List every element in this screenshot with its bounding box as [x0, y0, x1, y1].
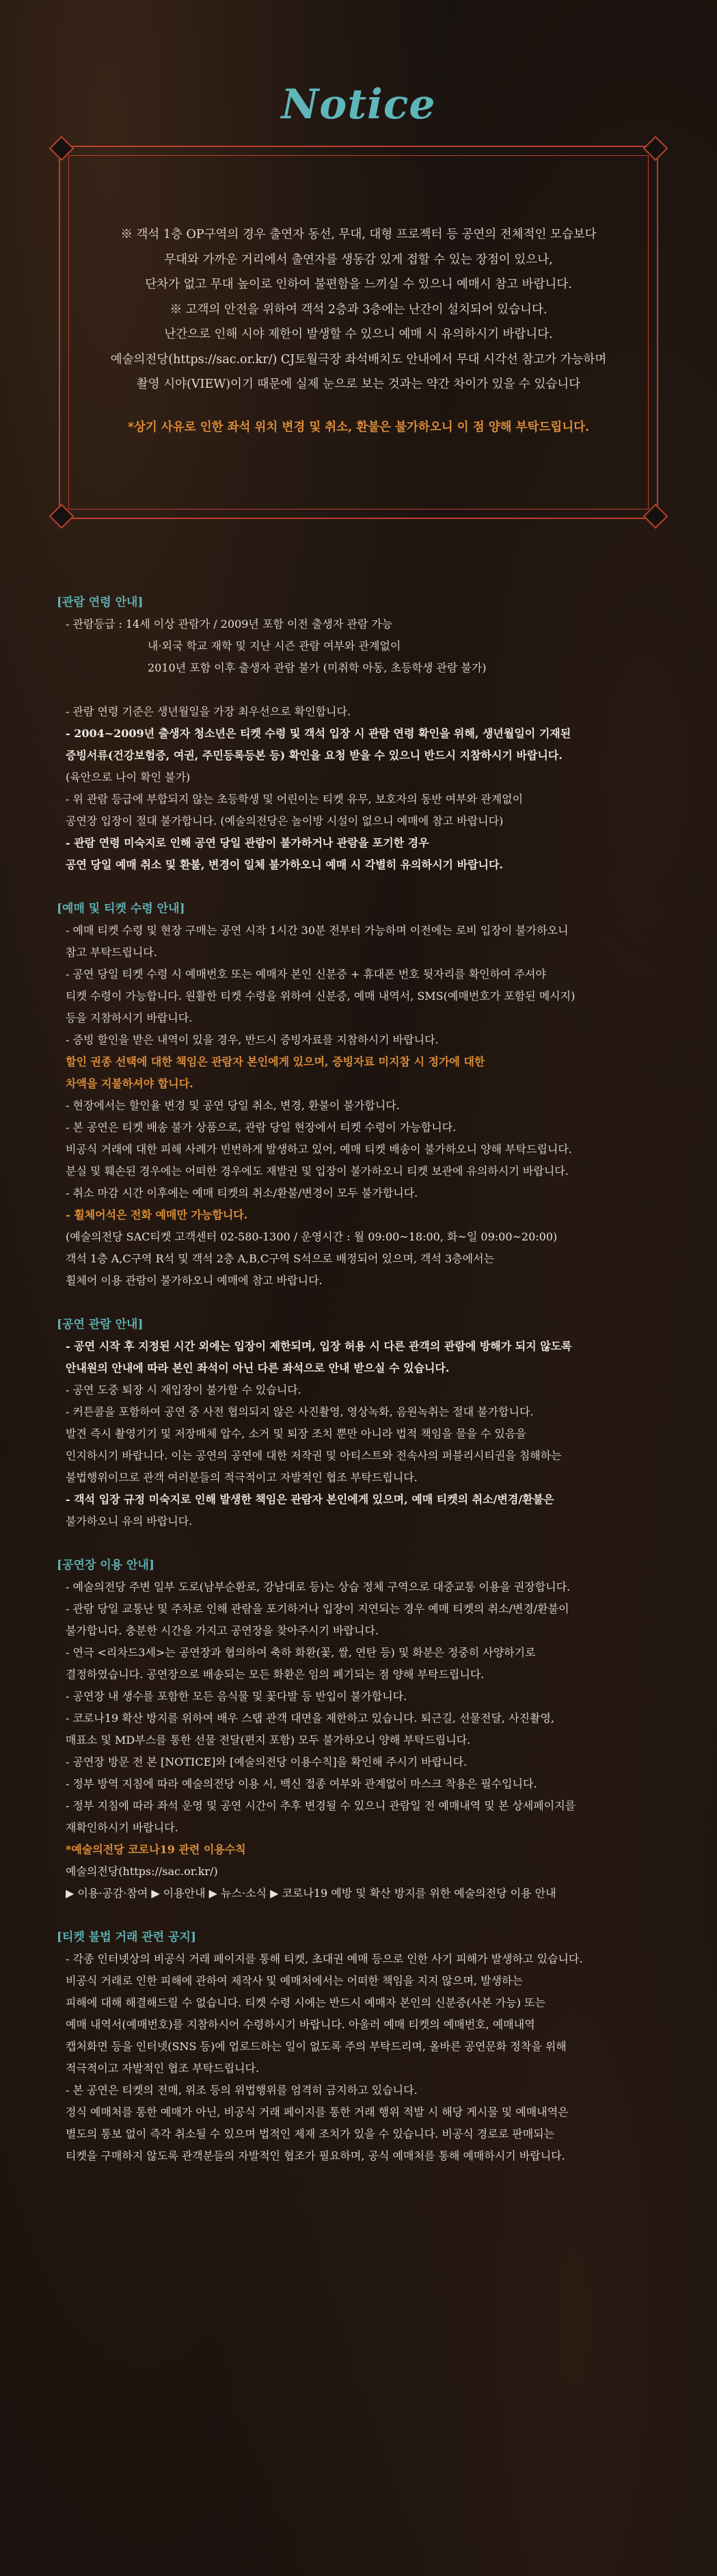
section-title: [예매 및 티켓 수령 안내] [57, 902, 185, 916]
section-line: - 관람 연령 기준은 생년월일을 가장 최우선으로 확인합니다. [66, 705, 351, 718]
section-line: 휠체어 이용 관람이 불가하오니 예매에 참고 바랍니다. [66, 1274, 323, 1287]
section-line: 캡처화면 등을 인터넷(SNS 등)에 업로드하는 일이 없도록 주의 부탁드리며, 올바른 공연문화 정착을 위해 [66, 2040, 567, 2053]
notice-line: ※ 객석 1층 OP구역의 경우 출연자 동선, 무대, 대형 프로젝터 등 공연의 전체적인 모습보다 [120, 228, 597, 241]
notice-warning: *상기 사유로 인한 좌석 위치 변경 및 취소, 환불은 불가하오니 이 점 양해 부탁드립니다. [127, 420, 590, 434]
section-line: - 공연 도중 퇴장 시 재입장이 불가할 수 있습니다. [66, 1383, 301, 1396]
section-line: - 현장에서는 할인율 변경 및 공연 당일 취소, 변경, 환불이 불가합니다. [66, 1099, 400, 1112]
notice-line: 난간으로 인해 시야 제한이 발생할 수 있으니 예매 시 유의하시기 바랍니다. [164, 328, 553, 341]
section-line: 공연장 입장이 절대 불가합니다. (예술의전당은 놀이방 시설이 없으니 예매에 참고 바랍니다) [66, 814, 504, 827]
section-line: - 휠체어석은 전화 예매만 가능합니다. [66, 1208, 248, 1221]
section-title: [공연장 이용 안내] [57, 1558, 154, 1572]
section-line: - 취소 마감 시간 이후에는 예매 티켓의 취소/환불/변경이 모두 불가합니다. [66, 1186, 418, 1199]
section-line: (육안으로 나이 확인 불가) [66, 771, 191, 784]
section-line: - 예매 티켓 수령 및 현장 구매는 공연 시작 1시간 30분 전부터 가능하며 이전에는 로비 입장이 불가하오니 [66, 924, 569, 937]
section-line: 참고 부탁드립니다. [66, 946, 157, 959]
section-line: 발견 즉시 촬영기기 및 저장매체 압수, 소거 및 퇴장 조치 뿐만 아니라 법적 책임을 물을 수 있음을 [66, 1427, 526, 1440]
section-line: - 본 공연은 티켓 배송 불가 상품으로, 관람 당일 현장에서 티켓 수령이 가능합니다. [66, 1121, 457, 1134]
section-line: - 본 공연은 티켓의 전매, 위조 등의 위법행위를 엄격히 금지하고 있습니다. [66, 2084, 418, 2097]
notice-line: 예술의전당(https://sac.or.kr/) CJ토월극장 좌석배치도 안내에서 무대 시각선 참고가 가능하며 [110, 352, 607, 367]
section-line: - 공연장 방문 전 본 [NOTICE]와 [예술의전당 이용수칙]을 확인해 주시기 바랍니다. [66, 1755, 468, 1768]
section-line: 비공식 거래로 인한 피해에 관하여 제작사 및 예매처에서는 어떠한 책임을 지지 않으며, 발생하는 [66, 1974, 523, 1987]
section-line: - 2004~2009년 출생자 청소년은 티켓 수령 및 객석 입장 시 관람 연령 확인을 위해, 생년월일이 기재된 [66, 727, 571, 740]
section-spacer [57, 1904, 665, 1926]
section-line: - 연극 <리차드3세>는 공연장과 협의하여 축하 화환(꽃, 쌀, 연탄 등) 및 화분은 정중히 사양하기로 [66, 1646, 536, 1659]
section-line: - 예술의전당 주변 일부 도로(남부순환로, 강남대로 등)는 상습 정체 구역으로 대중교통 이용을 권장합니다. [66, 1580, 571, 1593]
seat-notice [82, 222, 635, 440]
section-line: 적극적이고 자발적인 협조 부탁드립니다. [66, 2062, 260, 2075]
section-line: 비공식 거래에 대한 피해 사례가 빈번하게 발생하고 있어, 예매 티켓 배송이 불가하오니 양해 부탁드립니다. [66, 1143, 572, 1156]
section-spacer [57, 1532, 665, 1554]
notice-sections [57, 592, 665, 2167]
section-line: - 정부 방역 지침에 따라 예술의전당 이용 시, 백신 접종 여부와 관계없이 마스크 착용은 필수입니다. [66, 1777, 537, 1790]
section-line: - 코로나19 확산 방지를 위하여 배우 스탭 관객 대면을 제한하고 있습니다. 퇴근길, 선물전달, 사진촬영, [66, 1712, 555, 1725]
section-title: [관람 연령 안내] [57, 596, 144, 609]
section-line: 공연 당일 예매 취소 및 환불, 변경이 일체 불가하오니 예매 시 각별히 유의하시기 바랍니다. [66, 858, 503, 871]
section-line: 불가합니다. 충분한 시간을 가지고 공연장을 찾아주시기 바랍니다. [66, 1624, 379, 1637]
section-line: - 공연장 내 생수를 포함한 모든 음식물 및 꽃다발 등 반입이 불가합니다. [66, 1690, 407, 1703]
section-title: [공연 관람 안내] [57, 1318, 144, 1331]
section-line: 인지하시기 바랍니다. 이는 공연의 공연에 대한 저작권 및 아티스트와 전속사의 퍼블리시티권을 침해하는 [66, 1449, 562, 1462]
section-line: 할인 권종 선택에 대한 책임은 관람자 본인에게 있으며, 증빙자료 미지참 시 정가에 대한 [66, 1055, 485, 1068]
section-line: 매표소 및 MD부스를 통한 선물 전달(편지 포함) 모두 불가하오니 양해 부탁드립니다. [66, 1734, 471, 1747]
section-line: 증빙서류(건강보험증, 여권, 주민등록등본 등) 확인을 요청 받을 수 있으니 반드시 지참하시기 바랍니다. [66, 749, 563, 762]
section-line: - 증빙 할인을 받은 내역이 있을 경우, 반드시 증빙자료를 지참하시기 바랍니다. [66, 1033, 439, 1046]
section-line: 예술의전당(https://sac.or.kr/) [66, 1865, 218, 1878]
section-line: - 공연 시작 후 지정된 시간 외에는 입장이 제한되며, 입장 허용 시 다른 관객의 관람에 방해가 되지 않도록 [66, 1340, 572, 1353]
section-line: - 각종 인터넷상의 비공식 거래 페이지를 통해 티켓, 초대권 예매 등으로 인한 사기 피해가 발생하고 있습니다. [66, 1952, 583, 1965]
section-line: - 커튼콜을 포함하여 공연 중 사전 협의되지 않은 사진촬영, 영상녹화, 음원녹취는 절대 불가합니다. [66, 1405, 534, 1418]
section-line: 티켓을 구매하지 않도록 관객분들의 자발적인 협조가 필요하며, 공식 예매처를 통해 예매하시기 바랍니다. [66, 2149, 565, 2162]
section-line: - 관람 당일 교통난 및 주차로 인해 관람을 포기하거나 입장이 지연되는 경우 예매 티켓의 취소/변경/환불이 [66, 1602, 569, 1615]
section-line: 예매 내역서(예매번호)를 지참하시어 수령하시기 바랍니다. 아울러 예매 티켓의 예매번호, 예매내역 [66, 2018, 535, 2031]
section-line: *예술의전당 코로나19 관련 이용수칙 [66, 1843, 246, 1856]
section-line: - 위 관람 등급에 부합되지 않는 초등학생 및 어린이는 티켓 유무, 보호자의 동반 여부와 관계없이 [66, 793, 524, 806]
notice-line: 무대와 가까운 거리에서 출연자를 생동감 있게 접할 수 있는 장점이 있으나, [164, 252, 553, 267]
section-spacer [57, 1292, 665, 1314]
section-line: 티켓 수령이 가능합니다. 원활한 티켓 수령을 위하여 신분증, 예매 내역서, SMS(예매번호가 포함된 메시지) [66, 990, 576, 1002]
section-line: 불가하오니 유의 바랍니다. [66, 1515, 193, 1528]
section-line: 등을 지참하시기 바랍니다. [66, 1011, 193, 1024]
section-line: 결정하였습니다. 공연장으로 배송되는 모든 화환은 임의 폐기되는 점 양해 부탁드립니다. [66, 1668, 485, 1681]
section-title: [티켓 불법 거래 관련 공지] [57, 1930, 196, 1944]
notice-line: 단차가 없고 무대 높이로 인하여 불편함을 느끼실 수 있으니 예매시 참고 바랍니다. [145, 278, 572, 291]
spacer [57, 679, 665, 701]
section-line: - 관람등급 : 14세 이상 관람가 / 2009년 포함 이전 출생자 관람 가능 [66, 618, 393, 630]
section-spacer [57, 876, 665, 898]
section-line: 피해에 대해 해결해드릴 수 없습니다. 티켓 수령 시에는 반드시 예매자 본인의 신분증(사본 가능) 또는 [66, 1996, 545, 2009]
section-line: ▶ 이용·공감·참여 ▶ 이용안내 ▶ 뉴스·소식 ▶ 코로나19 예방 및 확산 방지를 위한 예술의전당 이용 안내 [66, 1887, 556, 1900]
section-line: 객석 1층 A,C구역 R석 및 객석 2층 A,B,C구역 S석으로 배정되어 있으며, 객석 3층에서는 [66, 1252, 495, 1265]
section-line: 차액을 지불하셔야 합니다. [66, 1077, 193, 1090]
section-line: 안내원의 안내에 따라 본인 좌석이 아닌 다른 좌석으로 안내 받으실 수 있습니다. [66, 1362, 450, 1375]
section-line: - 정부 지침에 따라 좌석 운영 및 공연 시간이 추후 변경될 수 있으니 관람일 전 예매내역 및 본 상세페이지를 [66, 1799, 576, 1812]
section-line: (예술의전당 SAC티켓 고객센터 02-580-1300 / 운영시간 : 월 09:00~18:00, 화~일 09:00~20:00) [66, 1230, 558, 1243]
section-line: 재확인하시기 바랍니다. [66, 1821, 178, 1834]
section-line: - 객석 입장 규정 미숙지로 인해 발생한 책임은 관람자 본인에게 있으며, 예매 티켓의 취소/변경/환불은 [66, 1493, 554, 1506]
section-line: 정식 예매처를 통한 예매가 아닌, 비공식 거래 페이지를 통한 거래 행위 적발 시 해당 게시물 및 예매내역은 [66, 2106, 569, 2119]
section-line: - 공연 당일 티켓 수령 시 예매번호 또는 예매자 본인 신분증 + 휴대폰 번호 뒷자리를 확인하여 주셔야 [66, 968, 546, 981]
page-title: Notice [281, 81, 436, 129]
section-line: - 관람 연령 미숙지로 인해 공연 당일 관람이 불가하거나 관람을 포기한 경우 [66, 836, 429, 849]
section-line: 내·외국 학교 재학 및 지난 시즌 관람 여부와 관계없이 [148, 639, 401, 652]
section-line: 2010년 포함 이후 출생자 관람 불가 (미취학 아동, 초등학생 관람 불가) [148, 661, 487, 674]
section-line: 분실 및 훼손된 경우에는 어떠한 경우에도 재발권 및 입장이 불가하오니 티켓 보관에 유의하시기 바랍니다. [66, 1165, 569, 1178]
section-line: 불법행위이므로 관객 여러분들의 적극적이고 자발적인 협조 부탁드립니다. [66, 1471, 418, 1484]
notice-line: 촬영 시야(VIEW)이기 때문에 실제 눈으로 보는 것과는 약간 차이가 있을 수 있습니다 [136, 377, 581, 391]
notice-line: ※ 고객의 안전을 위하여 객석 2층과 3층에는 난간이 설치되어 있습니다. [170, 302, 547, 317]
section-line: 별도의 통보 없이 즉각 취소될 수 있으며 법적인 제재 조치가 있을 수 있습니다. 비공식 경로로 판매되는 [66, 2127, 555, 2140]
